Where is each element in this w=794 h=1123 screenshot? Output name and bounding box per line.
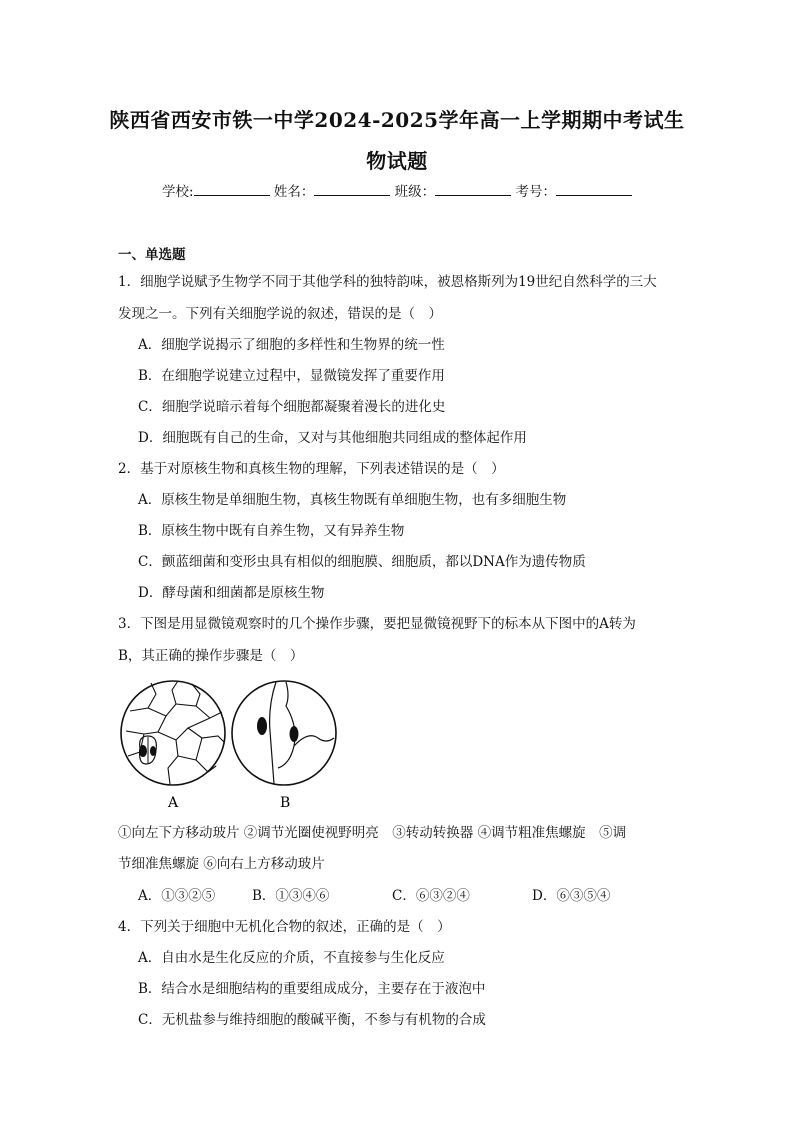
question-4-option-b: B．结合水是细胞结构的重要组成成分，主要存在于液泡中 — [138, 981, 486, 997]
microscope-views-svg — [118, 676, 348, 816]
question-3-option-a: A．①③②⑤ — [138, 888, 216, 904]
question-2-option-d: D．酵母菌和细菌都是原核生物 — [138, 585, 325, 601]
question-1-option-a: A．细胞学说揭示了细胞的多样性和生物界的统一性 — [138, 337, 445, 353]
exam-title-line2: 物试题 — [366, 149, 428, 173]
question-3-option-d: D．⑥③⑤④ — [532, 888, 611, 904]
figure-label-b: B — [280, 795, 291, 811]
school-label: 学校: — [162, 184, 194, 200]
question-1-option-c: C．细胞学说暗示着每个细胞都凝聚着漫长的进化史 — [138, 399, 446, 415]
question-2-line-1: 2．基于对原核生物和真核生物的理解，下列表述错误的是（ ） — [118, 461, 505, 477]
section-heading: 一、单选题 — [118, 247, 186, 263]
question-1-line-1: 1．细胞学说赋予生物学不同于其他学科的独特韵味，被恩格斯列为19世纪自然科学的三大 — [118, 274, 657, 290]
question-3-steps-line-2: 节细准焦螺旋 ⑥向右上方移动玻片 — [118, 856, 325, 872]
question-3-options — [138, 884, 610, 904]
question-3-line-2: B，其正确的操作步骤是（ ） — [118, 648, 304, 664]
question-3-option-b: B．①③④⑥ — [252, 888, 330, 904]
question-2-option-b: B．原核生物中既有自养生物，又有异养生物 — [138, 523, 405, 539]
question-1-line-2: 发现之一。下列有关细胞学说的叙述，错误的是（ ） — [118, 306, 442, 322]
microscope-figure — [118, 676, 348, 816]
question-2-option-c: C．颤蓝细菌和变形虫具有相似的细胞膜、细胞质，都以DNA作为遗传物质 — [138, 554, 586, 570]
question-3-line-1: 3．下图是用显微镜观察时的几个操作步骤，要把显微镜视野下的标本从下图中的A转为 — [118, 616, 636, 632]
question-4-option-c: C．无机盐参与维持细胞的酸碱平衡，不参与有机物的合成 — [138, 1012, 486, 1028]
figure-label-a: A — [168, 795, 179, 811]
exam-no-label: 考号： — [515, 184, 556, 200]
question-1-option-d: D．细胞既有自己的生命，又对与其他细胞共同组成的整体起作用 — [138, 430, 527, 446]
school-blank[interactable] — [194, 181, 270, 196]
question-3-option-c: C．⑥③②④ — [392, 888, 470, 904]
exam-no-blank[interactable] — [556, 181, 632, 196]
exam-title-line1: 陕西省西安市铁一中学2024-2025学年高一上学期期中考试生 — [109, 108, 685, 132]
class-blank[interactable] — [435, 181, 511, 196]
name-blank[interactable] — [314, 181, 390, 196]
question-4-line-1: 4．下列关于细胞中无机化合物的叙述，正确的是（ ） — [118, 919, 451, 935]
question-2-option-a: A．原核生物是单细胞生物，真核生物既有单细胞生物，也有多细胞生物 — [138, 492, 567, 508]
question-1-option-b: B．在细胞学说建立过程中，显微镜发挥了重要作用 — [138, 368, 445, 384]
view-a — [121, 681, 225, 785]
name-label: 姓名： — [273, 184, 315, 200]
student-info-row — [0, 180, 794, 200]
view-b — [232, 681, 336, 785]
class-label: 班级： — [394, 184, 436, 200]
question-4-option-a: A．自由水是生化反应的介质，不直接参与生化反应 — [138, 950, 445, 966]
question-3-steps-line-1: ①向左下方移动玻片 ②调节光圈使视野明亮 ③转动转换器 ④调节粗准焦螺旋 ⑤调 — [118, 825, 627, 841]
